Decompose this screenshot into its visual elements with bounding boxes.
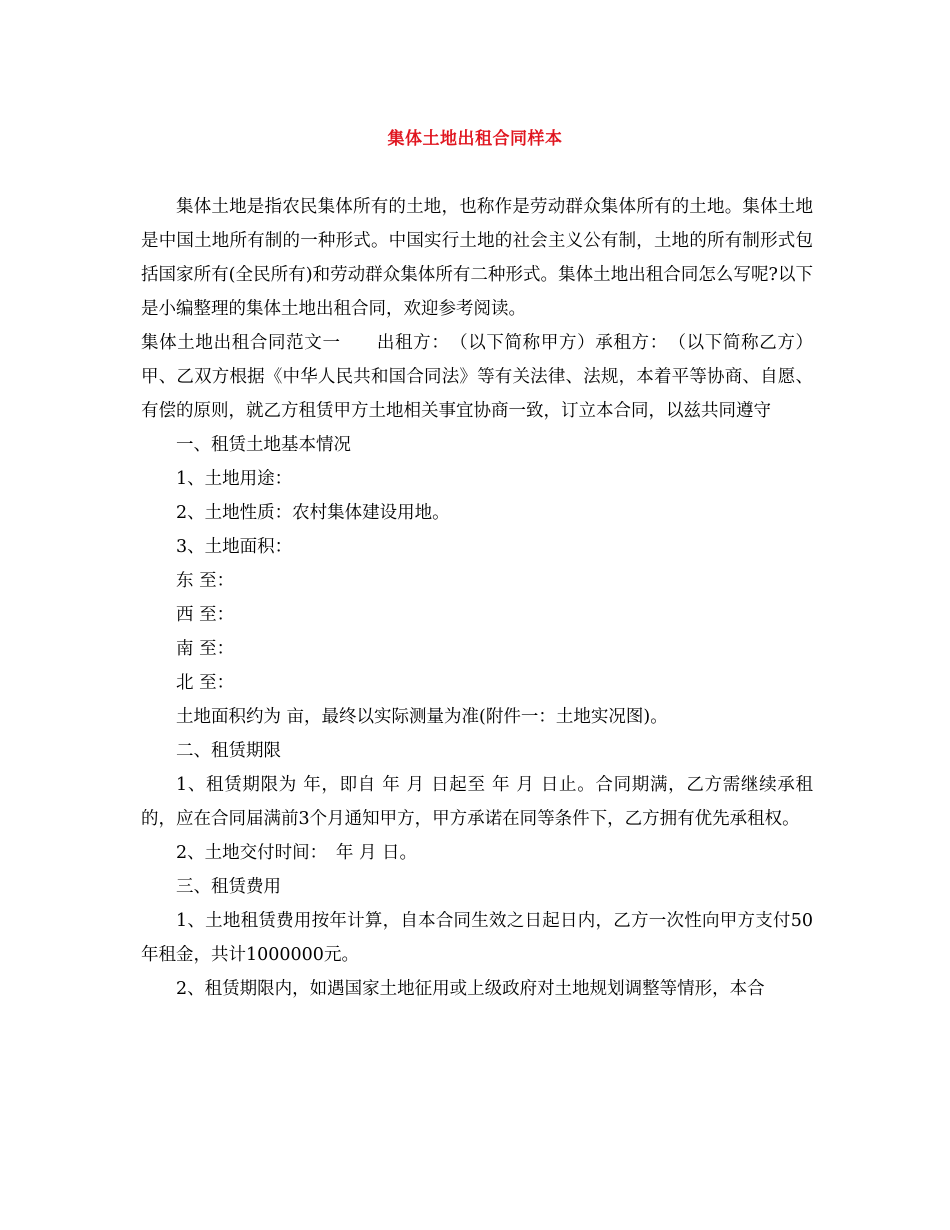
clause-land-requisition: 2、租赁期限内，如遇国家土地征用或上级政府对土地规划调整等情形，本合 [176, 979, 765, 999]
clause-land-area: 3、土地面积： [176, 537, 293, 557]
intro-paragraph: 集体土地是指农民集体所有的土地，也称作是劳动群众集体所有的土地。集体土地是中国土地所有制的一种形式。中国实行土地的社会主义公有制，土地的所有制形式包括国家所有(全民所有)和劳动群众集体所有二种形式。集体土地出租合同怎么写呢?以下是小编整理的集体土地出租合同，欢迎参考阅读。 [141, 197, 813, 319]
clause-fee-payment: 1、土地租赁费用按年计算，自本合同生效之日起日内，乙方一次性向甲方支付50年租金，共计1000000元。 [141, 911, 813, 965]
section-heading-lease-term: 二、租赁期限 [176, 741, 281, 761]
clause-land-nature: 2、土地性质：农村集体建设用地。 [176, 503, 450, 523]
clause-delivery-time: 2、土地交付时间： 年 月 日。 [176, 843, 418, 863]
boundary-north: 北 至： [176, 673, 235, 693]
clause-area-measure: 土地面积约为 亩，最终以实际测量为准(附件一：土地实况图)。 [176, 707, 668, 727]
clause-land-use: 1、土地用途： [176, 469, 293, 489]
document-body [141, 190, 813, 1006]
document-title: 集体土地出租合同样本 [387, 129, 563, 149]
section-heading-land-info: 一、租赁土地基本情况 [176, 435, 351, 455]
boundary-west: 西 至： [176, 605, 235, 625]
clause-lease-term: 1、租赁期限为 年，即自 年 月 日起至 年 月 日止。合同期满，乙方需继续承租的，应在合同届满前3个月通知甲方，甲方承诺在同等条件下，乙方拥有优先承租权。 [141, 775, 813, 829]
contract-parties-paragraph: 集体土地出租合同范文一 出租方： （以下简称甲方）承租方： （以下简称乙方）甲、乙双方根据《中华人民共和国合同法》等有关法律、法规，本着平等协商、自愿、有偿的原则，就乙方租赁甲方土地相关事宜协商一致，订立本合同，以兹共同遵守 [141, 333, 813, 421]
boundary-east: 东 至： [176, 571, 235, 591]
boundary-south: 南 至： [176, 639, 235, 659]
section-heading-lease-fee: 三、租赁费用 [176, 877, 281, 897]
